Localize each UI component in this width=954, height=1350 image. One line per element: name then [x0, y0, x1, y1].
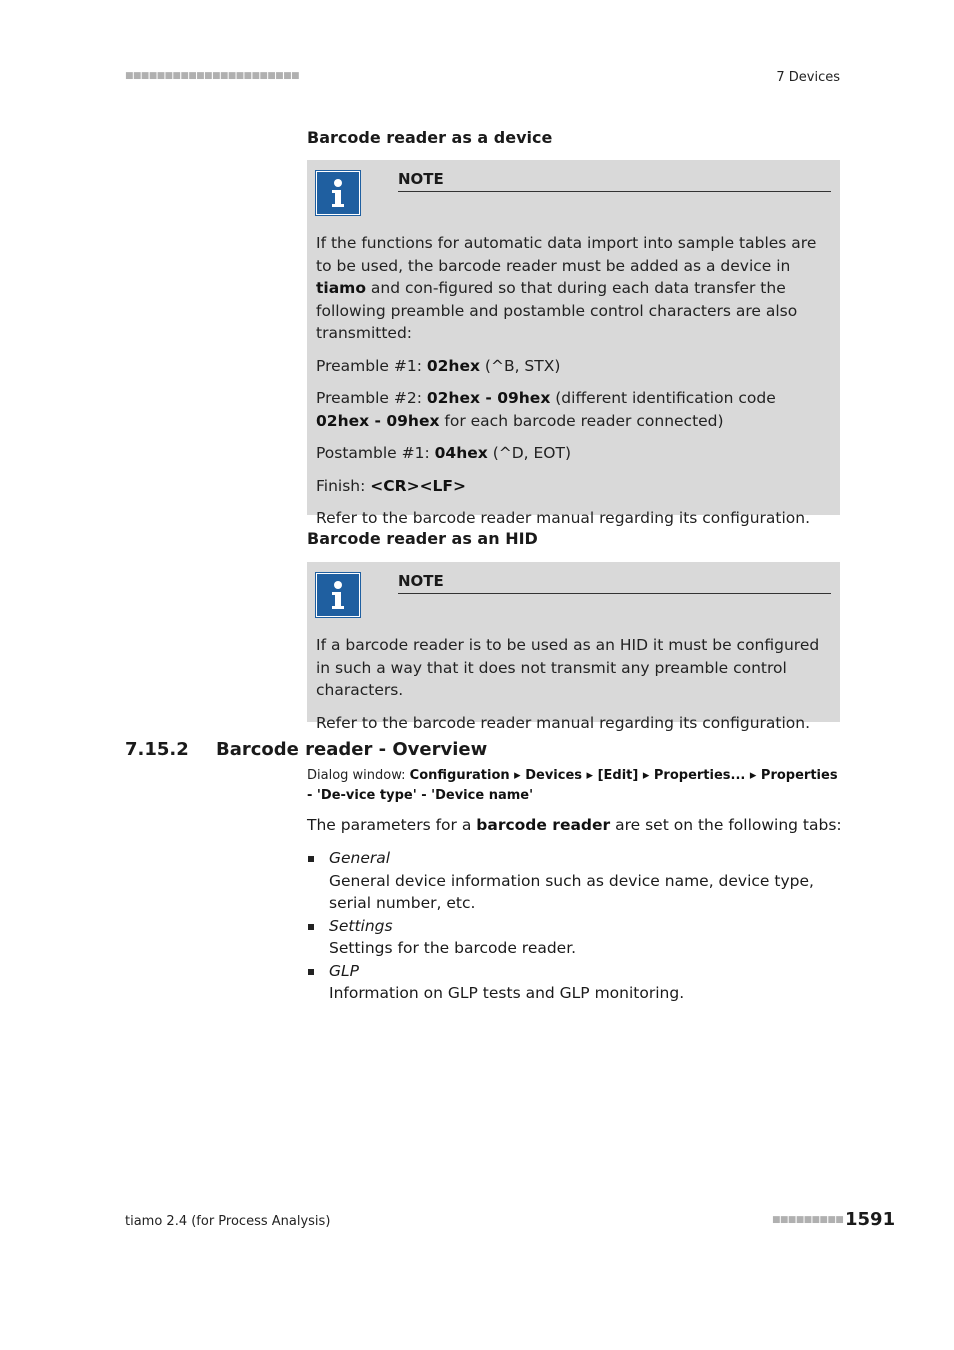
postamble-1: Postamble #1: 04hex (^D, EOT) [316, 444, 572, 462]
tab-description: Information on GLP tests and GLP monitoring. [329, 984, 685, 1002]
bullet-square-icon [308, 969, 314, 975]
finish: Finish: <CR><LF> [316, 476, 467, 495]
section-number: 7.15.2 [125, 739, 189, 760]
tab-name: GLP [329, 961, 359, 980]
preamble-2: Preamble #2: 02hex - 09hex (different identification code 02hex - 09hex for each barcode reader connected) [316, 389, 776, 430]
footer-product: tiamo 2.4 (for Process Analysis) [125, 1214, 331, 1229]
tab-list [307, 847, 840, 1005]
note-paragraph: If the functions for automatic data import into sample tables are to be used, the barcode reader must be added as a device in tiamo and con-figured so that during each data transfer the following preamble and postamble control characters are also transmitted: [316, 234, 817, 342]
tab-name: Settings [329, 916, 393, 935]
list-item [307, 915, 840, 960]
chapter-title: 7 Devices [776, 70, 840, 85]
note-body [316, 634, 831, 744]
note-title: NOTE [398, 170, 831, 192]
preamble-1: Preamble #1: 02hex (^B, STX) [316, 356, 561, 375]
subheading-device: Barcode reader as a device [307, 128, 553, 147]
tab-name: General [329, 849, 391, 867]
bullet-square-icon [308, 856, 314, 862]
page-number: 1591 [845, 1209, 896, 1230]
dialog-path: Dialog window: Configuration ▸ Devices ▸ [Edit] ▸ Properties... ▸ Properties - 'De-vice type' - 'Device name' [307, 768, 838, 803]
intro-text: The parameters for a barcode reader are set on the following tabs: [307, 816, 842, 834]
footer-decoration: ■■■■■■■■■ [772, 1215, 844, 1225]
header-decoration: ■■■■■■■■■■■■■■■■■■■■■■ [125, 71, 299, 81]
subheading-hid: Barcode reader as an HID [307, 529, 538, 548]
note-title: NOTE [398, 572, 831, 594]
info-icon [316, 171, 360, 215]
note-body [316, 232, 831, 540]
list-item [307, 960, 840, 1005]
note-paragraph: If a barcode reader is to be used as an HID it must be configured in such a way that it does not transmit any preamble control characters. [316, 636, 820, 699]
tab-description: General device information such as device name, device type, serial number, etc. [329, 871, 814, 912]
refer-text: Refer to the barcode reader manual regarding its configuration. [316, 509, 811, 527]
list-item [307, 847, 840, 915]
note-box-hid [307, 562, 840, 732]
info-icon [316, 573, 360, 617]
refer-text: Refer to the barcode reader manual regarding its configuration. [316, 713, 811, 732]
note-box-device [307, 160, 840, 527]
bullet-square-icon [308, 924, 314, 930]
section-title: Barcode reader - Overview [216, 739, 488, 760]
tab-description: Settings for the barcode reader. [329, 939, 577, 957]
